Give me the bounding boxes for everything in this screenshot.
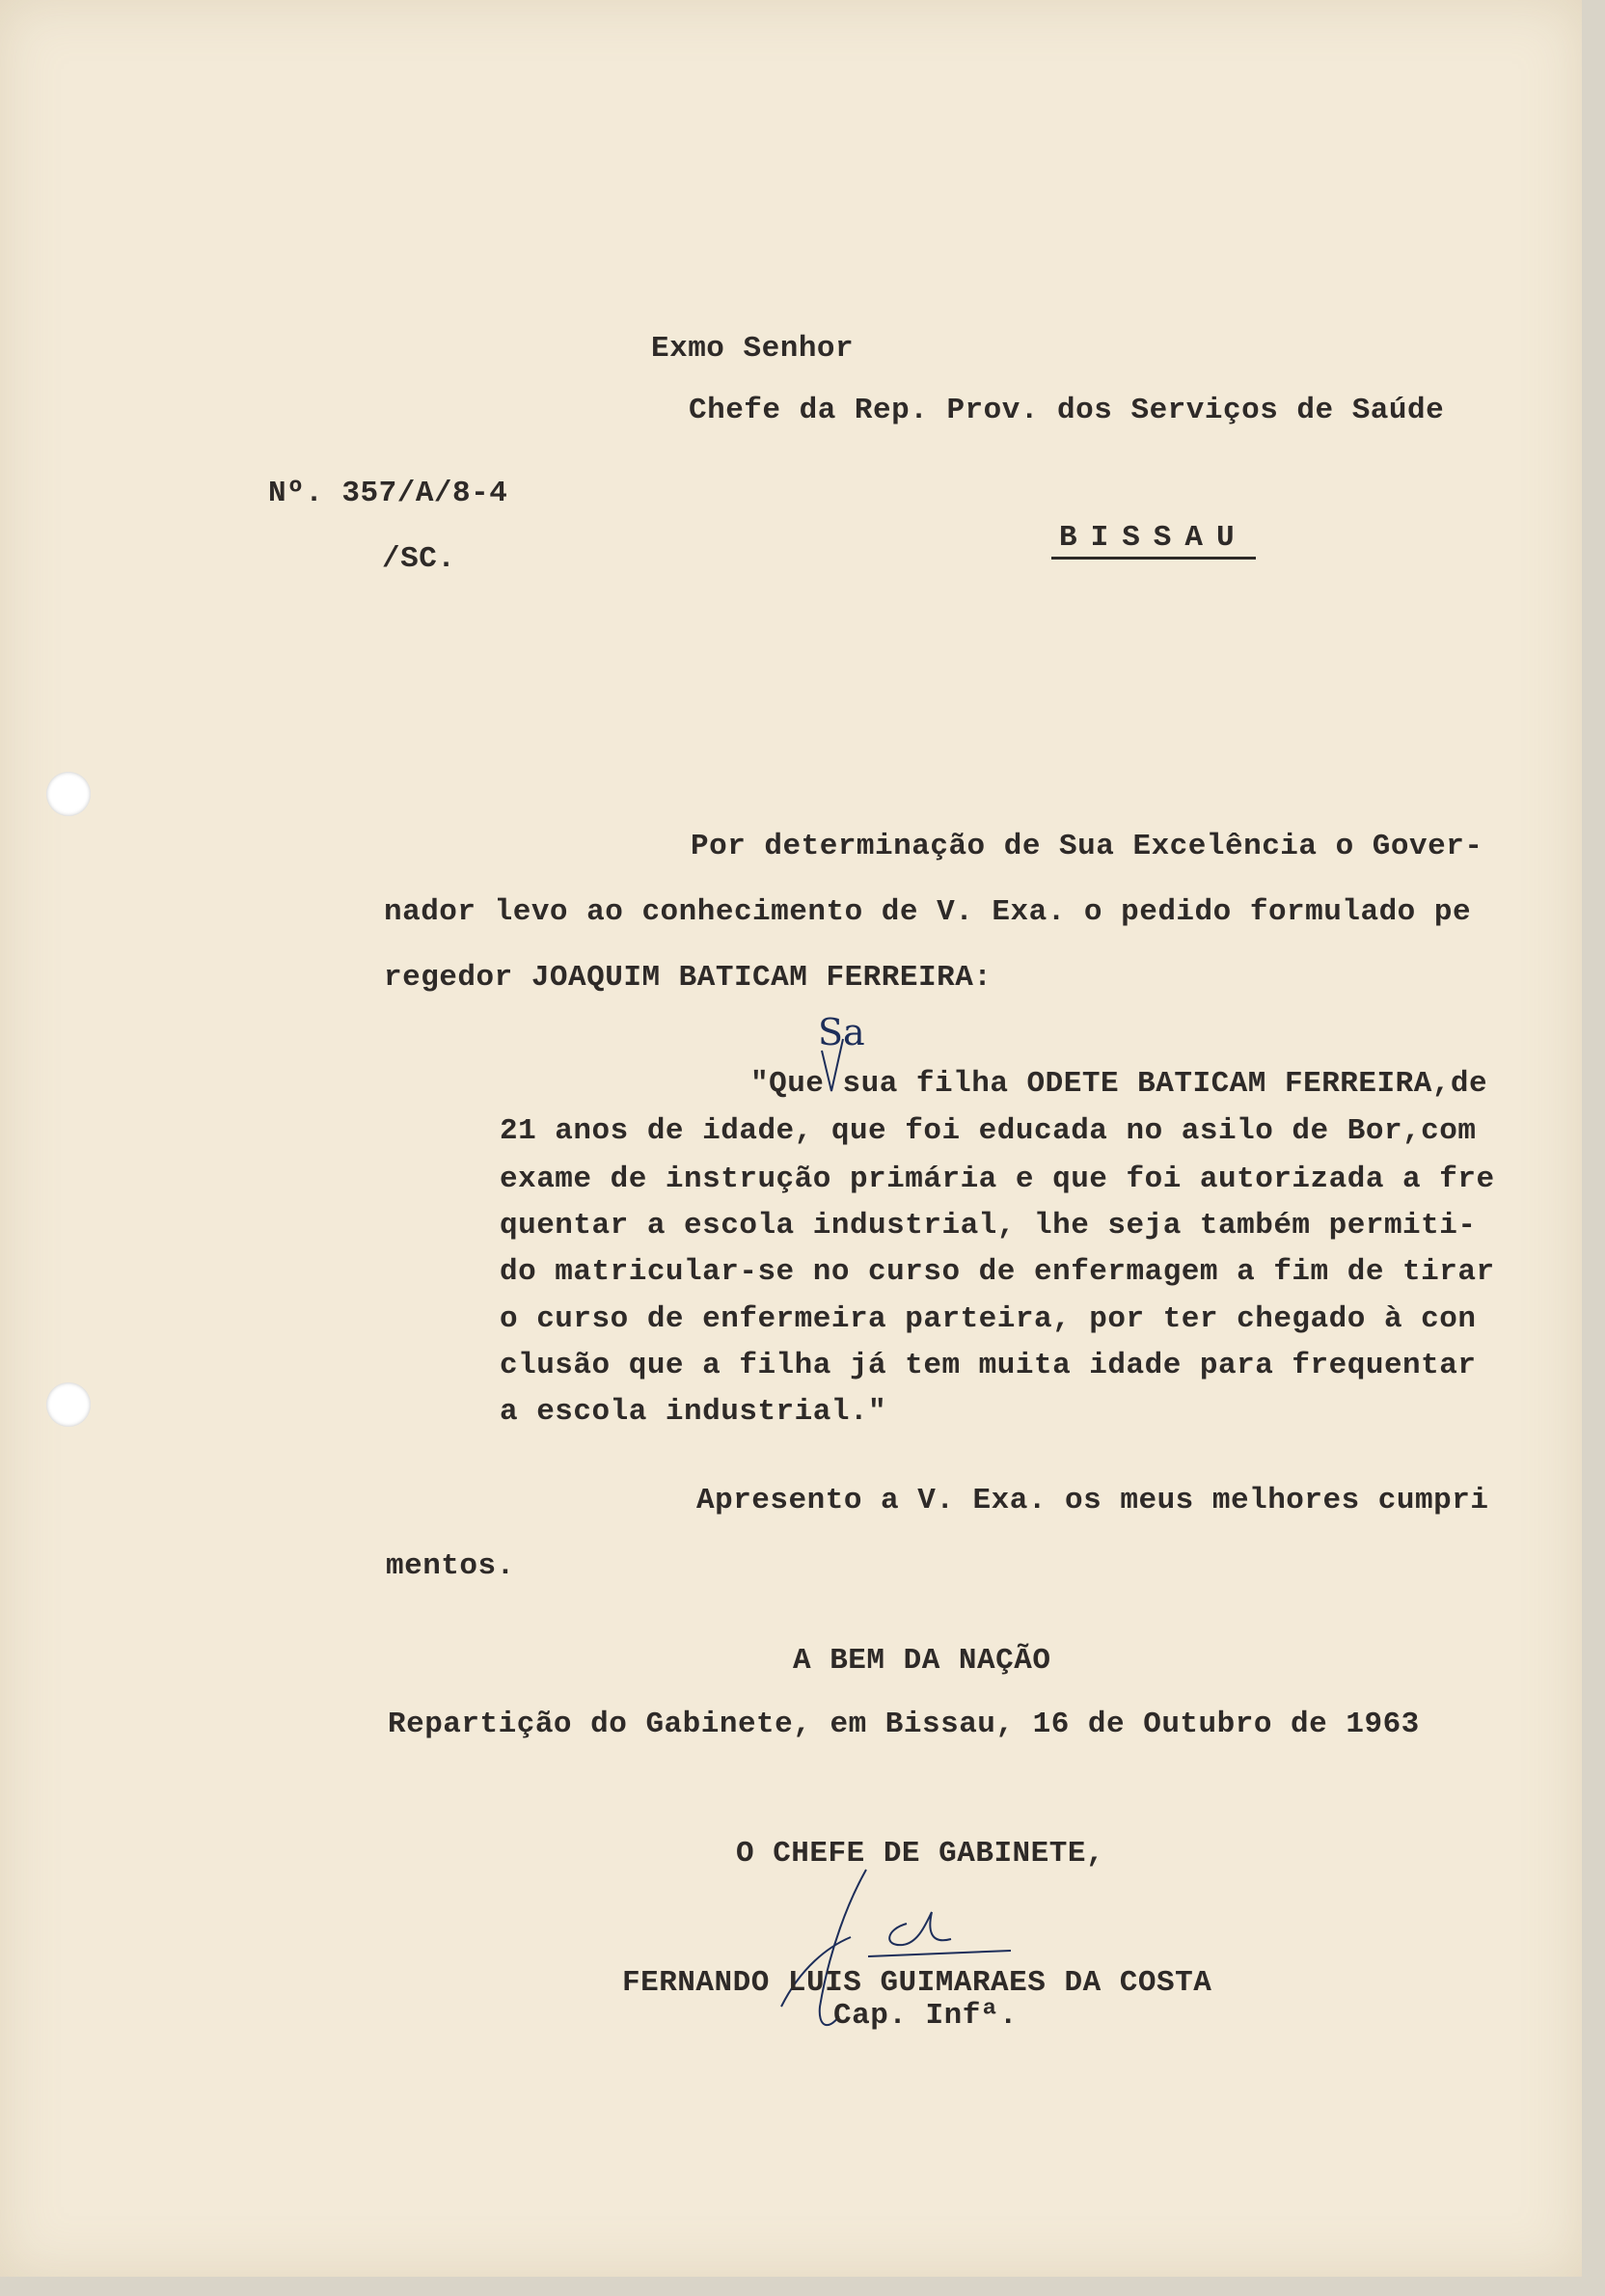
handwritten-insertion: Sa — [818, 1011, 865, 1053]
paragraph-1-line-3: regedor JOAQUIM BATICAM FERREIRA: — [384, 961, 993, 995]
punch-hole-top — [46, 772, 91, 816]
motto: A BEM DA NAÇÃO — [793, 1644, 1051, 1678]
closing-line-1: Apresento a V. Exa. os meus melhores cumpri — [696, 1484, 1489, 1517]
reference-section: /SC. — [382, 542, 456, 576]
quote-line-6: o curso de enfermeira parteira, por ter chegado à con — [500, 1302, 1477, 1336]
quote-line-1: "Que sua filha ODETE BATICAM FERREIRA,de — [750, 1067, 1488, 1101]
quote-line-3: exame de instrução primária e que foi autorizada a fre — [500, 1162, 1495, 1196]
quote-line-2: 21 anos de idade, que foi educada no asilo de Bor,com — [500, 1114, 1477, 1148]
signatory-role: O CHEFE DE GABINETE, — [736, 1837, 1105, 1871]
closing-line-2: mentos. — [386, 1549, 515, 1583]
paragraph-1-line-2: nador levo ao conhecimento de V. Exa. o pedido formulado pe — [384, 895, 1472, 929]
signatory-rank: Cap. Infª. — [833, 1999, 1019, 2033]
place-and-date: Repartição do Gabinete, em Bissau, 16 de Outubro de 1963 — [388, 1708, 1420, 1741]
reference-number: Nº. 357/A/8-4 — [268, 477, 508, 510]
signatory-name: FERNANDO LUIS GUIMARAES DA COSTA — [622, 1966, 1212, 2000]
city: BISSAU — [1051, 521, 1256, 560]
punch-hole-bottom — [46, 1382, 91, 1427]
quote-line-4: quentar a escola industrial, lhe seja também permiti- — [500, 1209, 1477, 1243]
salutation: Exmo Senhor — [651, 332, 855, 366]
recipient: Chefe da Rep. Prov. dos Serviços de Saúde — [689, 394, 1445, 427]
paragraph-1-line-1: Por determinação de Sua Excelência o Gover- — [691, 830, 1483, 863]
quote-line-7: clusão que a filha já tem muita idade para frequentar — [500, 1349, 1477, 1382]
quote-line-5: do matricular-se no curso de enfermagem a fim de tirar — [500, 1255, 1495, 1289]
quote-line-8: a escola industrial." — [500, 1395, 887, 1429]
